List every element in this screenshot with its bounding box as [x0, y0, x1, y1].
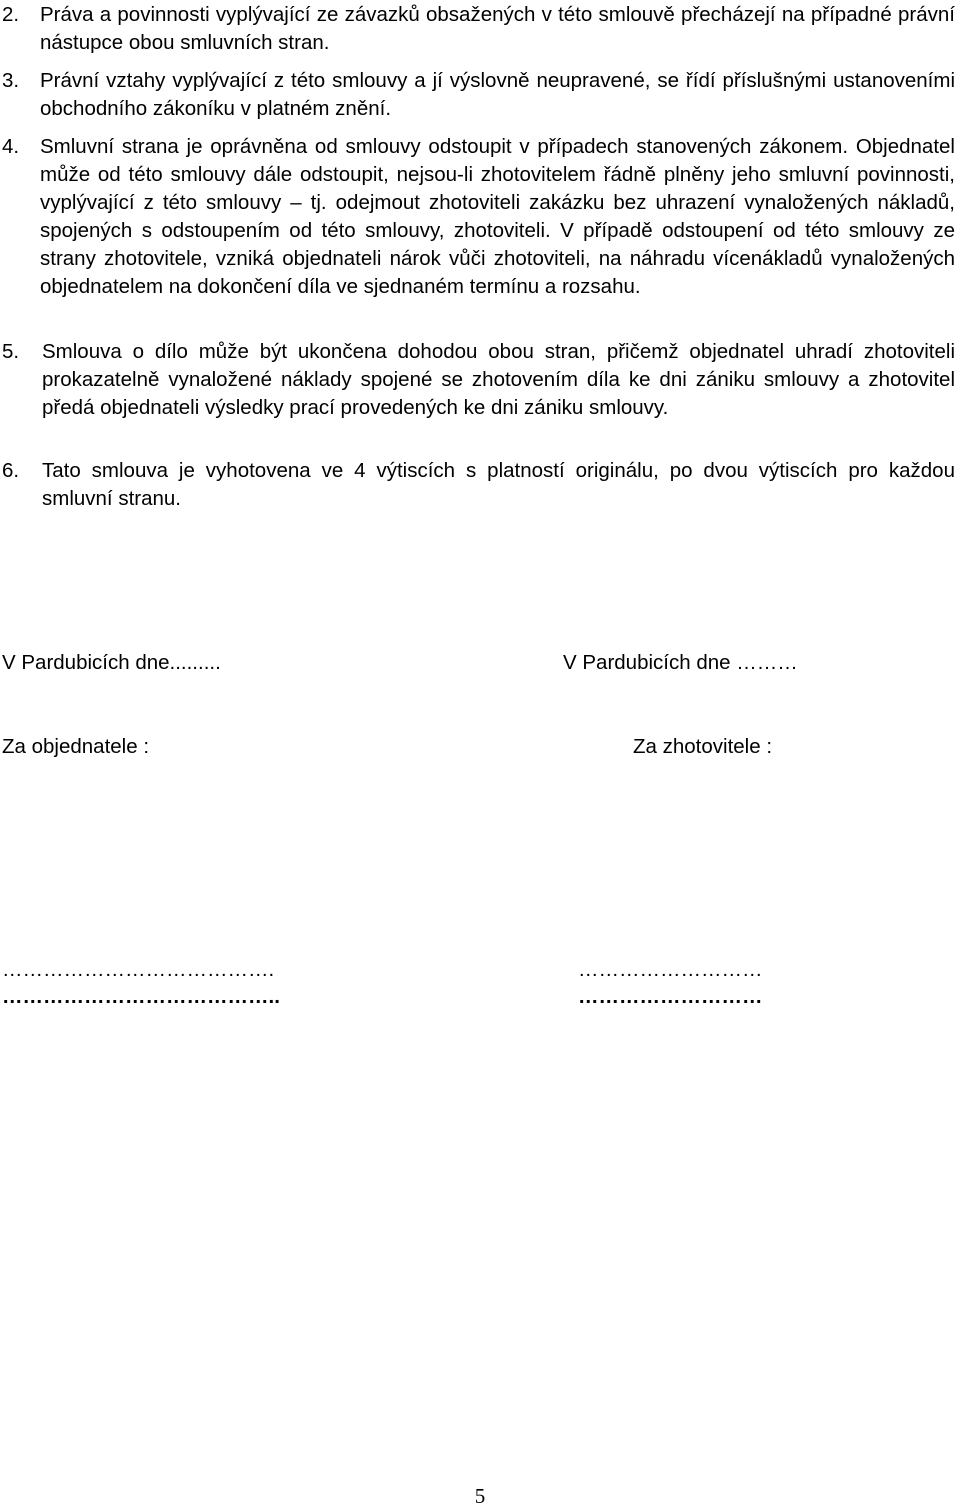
clause-text: Právní vztahy vyplývající z této smlouvy a jí výslovně neupravené, se řídí příslušnými ustanoveními obchodního zákoníku v platném znění.: [40, 69, 955, 120]
clause-3: [2, 67, 955, 123]
clause-5: [2, 338, 955, 422]
clause-number: 2.: [2, 3, 20, 26]
clause-text: Práva a povinnosti vyplývající ze závazků obsažených v této smlouvě přecházejí na případné právní nástupce obou smluvních stran.: [40, 3, 955, 54]
place-date-contractor: V Pardubicích dne ………: [563, 651, 798, 674]
clause-text: Smlouva o dílo může být ukončena dohodou obou stran, přičemž objednatel uhradí zhotoviteli prokazatelně vynaložené náklady spojené se zhotovením díla ke dni zániku smlouvy a zhotovitel předá objednateli výsledky prací provedených ke dni zániku smlouvy.: [42, 340, 955, 419]
place-date-client: V Pardubicích dne.........: [2, 651, 221, 674]
clause-number: 3.: [2, 69, 20, 92]
clause-2: [2, 1, 955, 57]
contractor-signature-label: Za zhotovitele :: [633, 735, 773, 758]
contractor-signature-line-bold: ………………………: [578, 985, 763, 1008]
clause-6: [2, 457, 955, 513]
client-signature-line: ………………………………….: [2, 958, 275, 981]
client-signature-line-bold: …………………………………..: [2, 985, 280, 1008]
contractor-signature-line: ………………………: [578, 958, 763, 981]
clause-number: 4.: [2, 135, 20, 158]
clause-text: Smluvní strana je oprávněna od smlouvy odstoupit v případech stanovených zákonem. Objednatel může od této smlouvy dále odstoupit, nejsou-li zhotovitelem řádně plněny jeho smluvní povinnosti, vyplývající z této smlouvy – tj. odejmout zhotoviteli zakázku bez uhrazení vynaložených nákladů, spojených s odstoupením od této smlouvy, zhotoviteli. V případě odstoupení od této smlouvy ze strany zhotovitele, vzniká objednateli nárok vůči zhotoviteli, na náhradu vícenákladů vynaložených objednatelem na dokončení díla ve sjednaném termínu a rozsahu.: [40, 135, 955, 298]
clause-4: [2, 133, 955, 301]
clause-number: 5.: [2, 340, 20, 363]
client-signature-label: Za objednatele :: [2, 735, 150, 758]
page-number: 5: [474, 1484, 486, 1508]
clause-number: 6.: [2, 459, 20, 482]
clause-text: Tato smlouva je vyhotovena ve 4 výtiscích s platností originálu, po dvou výtiscích pro každou smluvní stranu.: [42, 459, 955, 510]
